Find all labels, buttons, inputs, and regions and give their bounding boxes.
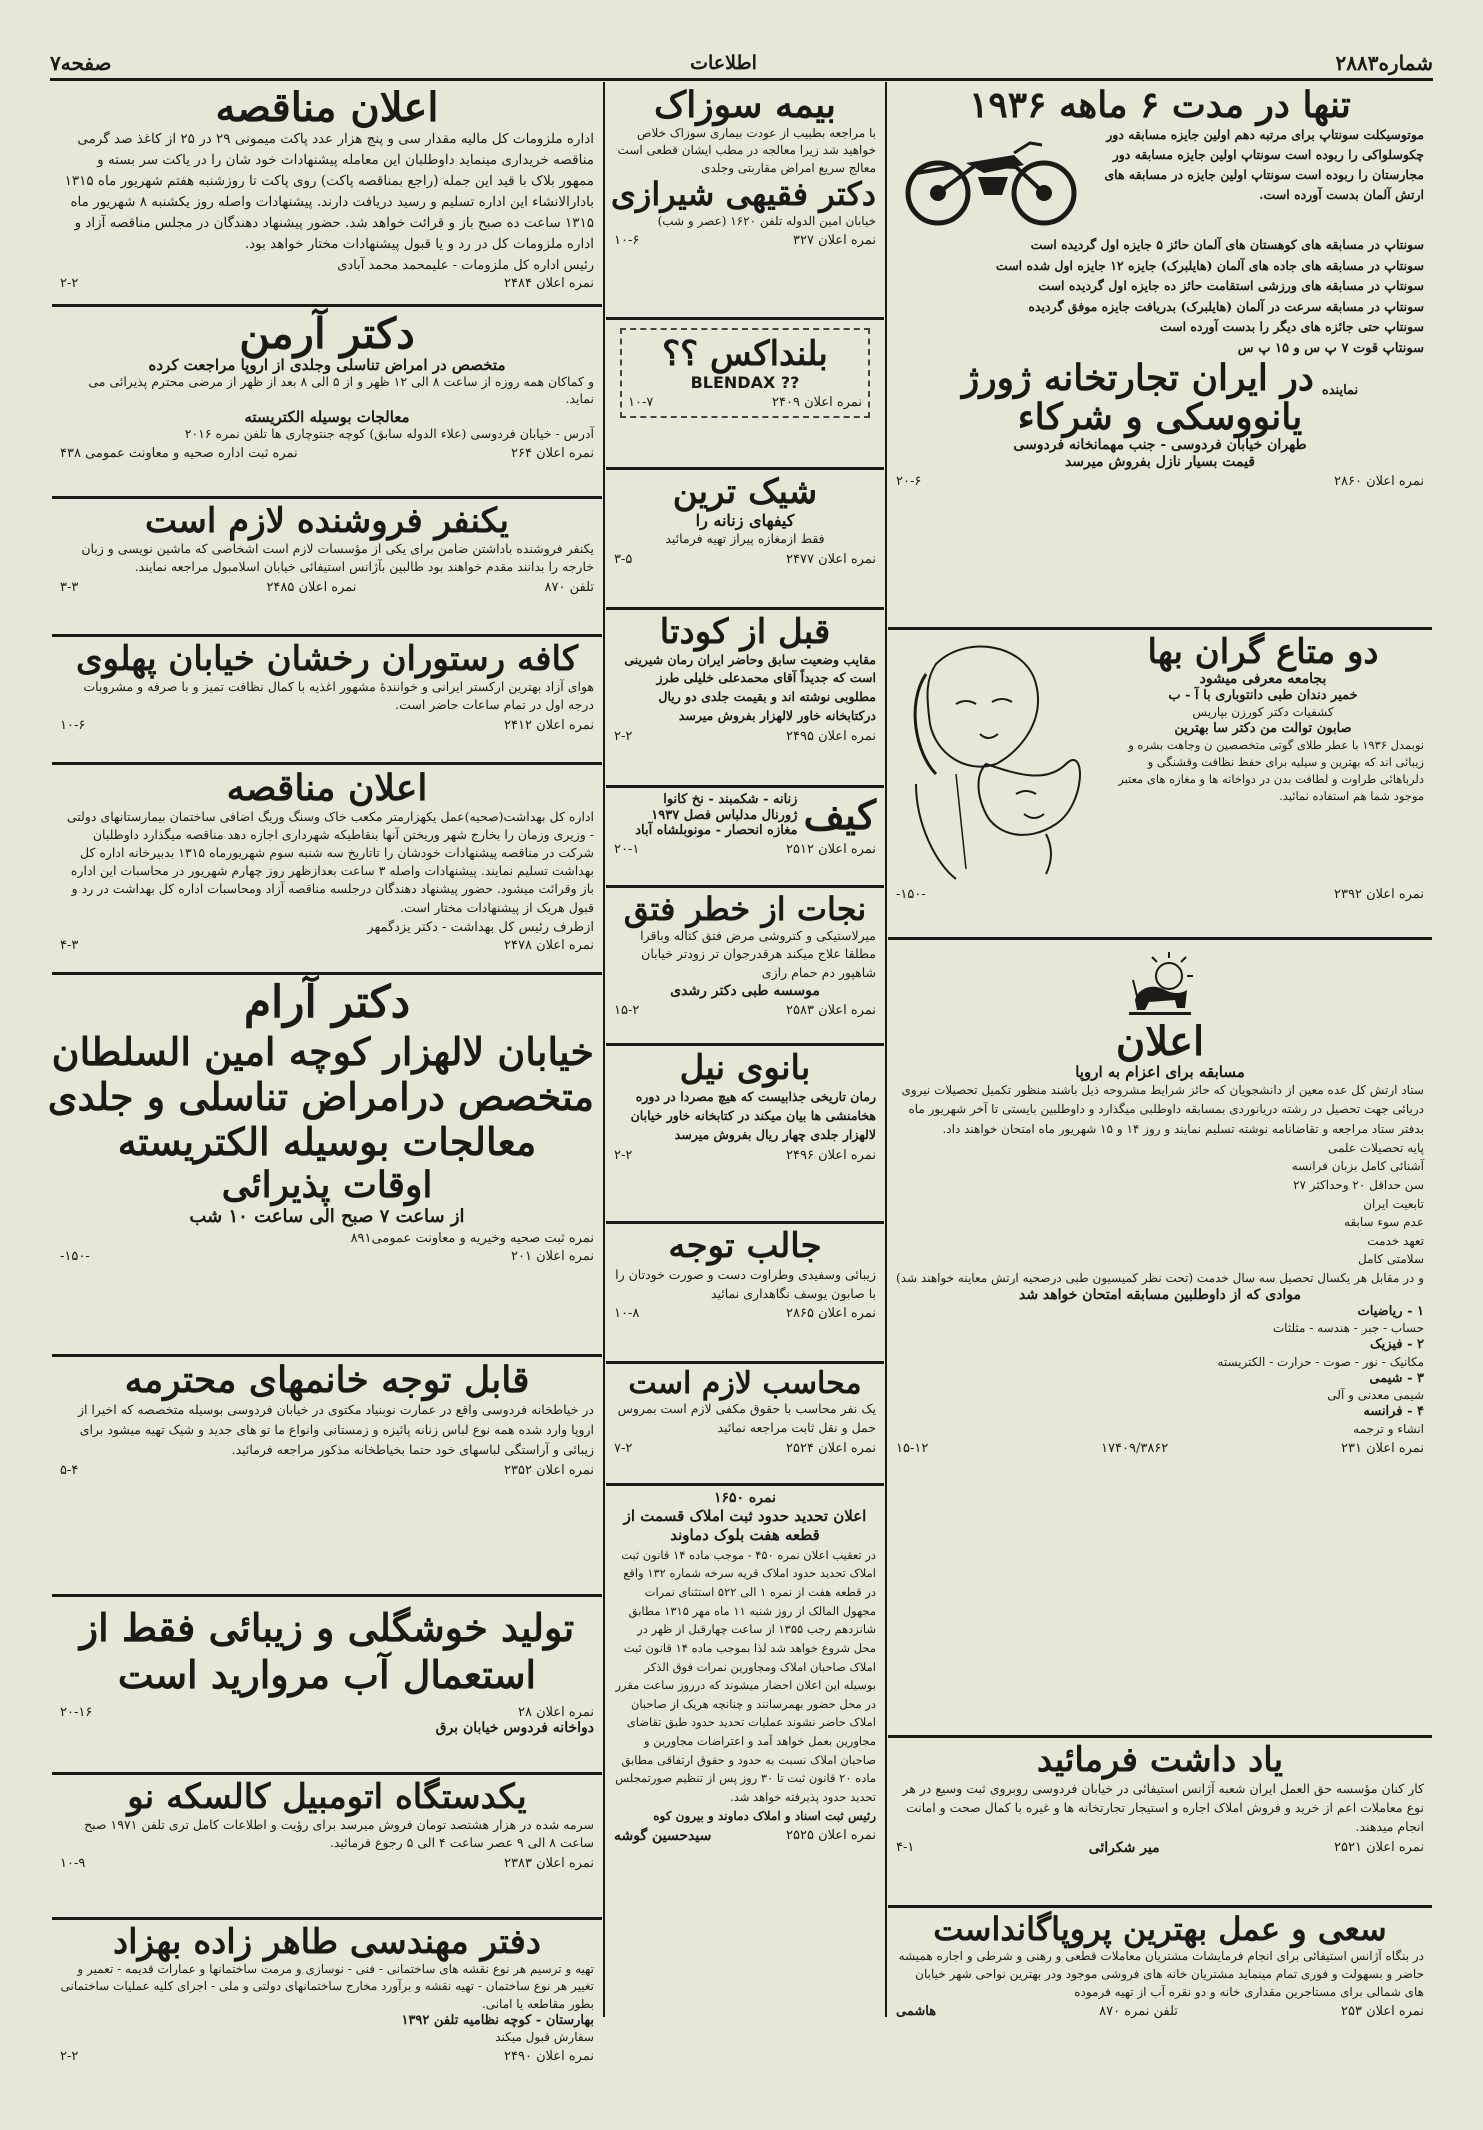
ad-result: سونتاپ در مسابقه های کوهستان های آلمان حائز ۵ جایزه اول گردیده است	[1030, 236, 1424, 252]
lady-of-nile-novel-ad	[606, 1046, 884, 1224]
lion-and-sun-emblem	[896, 950, 1424, 1020]
ad-code: ۲۰-۶	[896, 473, 922, 489]
ad-title: اعلان مناقصه	[215, 84, 439, 131]
ad-title: نجات از خطر فتق	[623, 890, 867, 928]
column-divider	[885, 82, 887, 2017]
requirement: تعهد خدمت	[1367, 1233, 1424, 1248]
ad-title: کیف	[803, 791, 876, 839]
ad-ref: نمره اعلان ۲۵۱۲	[786, 841, 876, 857]
right-column	[888, 82, 1432, 2017]
ad-result: سونتاپ در مسابقه های جاده های آلمان (هایلبرک) جایزه ۱۲ جایزه اول شده است	[995, 257, 1424, 273]
ad-line: استعمال آب مروارید است	[117, 1652, 537, 1698]
ad-body: تهیه و ترسیم هر نوع نقشه های ساختمانی - فنی - نوسازی و مرمت ساختمانها و عمارات قدیمه - تعمیر و تغییر هر نوع ساختمان - تهیه نقشه و برآورد مخارج ساختمانهای دولتی و ملی - اجرای کلیه عملیات ساختمانی بطور مقاطعه یا امانی.	[60, 1961, 594, 2011]
ad-note: و در مقابل هر یکسال تحصیل سه سال خدمت (تحت نظر کمیسیون طبی درصحیه ارتش معاینه خواهند شد)	[896, 1270, 1424, 1285]
cafe-restaurant-ad	[52, 637, 602, 765]
notice-number: نمره ۱۶۵۰	[713, 1490, 776, 1506]
ad-title: بلنداکس ؟؟	[662, 334, 828, 374]
ad-sign-name: سیدحسین گوشه	[614, 1827, 712, 1844]
ad-body: ستاد ارتش کل عده معین از دانشجویان که حائز شرایط مشروحه ذیل باشند منظور تکمیل تحصیلات نیروی دریائی جهت تحصیل در رشته دریانوردی بمسابقه داوطلبی میگذارد و داوطلبین بایستی تا آخر شهریور ماه بدفتر ستاد مراجعه و تقاضانامه نوشته تسلیم نمایند و روز ۱۴ و ۱۵ شهریور ماه امتحان خواهند داد.	[901, 1083, 1424, 1136]
engineering-office-ad	[52, 1920, 602, 2130]
tender-notice-health	[52, 765, 602, 975]
ad-ref: نمره اعلان ۲۵۸۳	[786, 1002, 876, 1018]
ad-title: اعلان	[1115, 1018, 1205, 1065]
page-header	[50, 48, 1433, 81]
ad-subtitle: متخصص در امراض تناسلی وجلدی از اروپا مراجعت کرده	[148, 356, 506, 375]
ad-sign: هاشمی	[896, 2003, 937, 2019]
ad-address: آدرس - خیابان فردوسی (علاء الدوله سابق) کوچه جنتوچاری ها تلفن نمره ۲۰۱۶	[184, 426, 594, 442]
subject: ۲ - فیزیک	[1370, 1337, 1424, 1353]
ad-phone: تلفن ۸۷۰	[544, 580, 594, 596]
ad-title: جالب توجه	[668, 1226, 822, 1266]
ad-doctor-name: دکتر فقیهی شیرازی	[610, 175, 876, 214]
ad-code: ۲-۲	[60, 2049, 79, 2065]
ad-intro-row	[896, 125, 1424, 235]
page-number: صفحه۷	[50, 51, 112, 75]
ad-footer: دواخانه فردوس خیابان برق	[435, 1720, 594, 1737]
ad-intro: موتوسیکلت سونتاپ برای مرتبه دهم اولین جایزه مسابقه دور چکوسلواکی را ربوده است سونتاپ اولین جایزه مسابقه دور مجارستان را ربوده است سونتاپ اولین جایزه در مسابقه های ارتش آلمان بدست آورده است.	[1104, 126, 1424, 202]
subject-detail: شیمی معدنی و آلی	[1327, 1388, 1424, 1403]
ad-code: ۲۰-۱	[614, 841, 640, 857]
ad-code: ۱۰-۹	[60, 1856, 86, 1872]
ad-result: سونتاپ قوت ۷ پ س و ۱۵ پ س	[1237, 341, 1424, 356]
subjects-heading: موادی که از داوطلبین مسابقه امتحان خواهد شد	[1018, 1286, 1302, 1303]
ad-phone: تلفن نمره ۸۷۰	[1099, 2003, 1178, 2019]
ad-address: طهران خیابان فردوسی - جنب مهمانخانه فردوسی	[1013, 437, 1307, 454]
ad-title: یاد داشت فرمائید	[1036, 1740, 1284, 1780]
subject: ۳ - شیمی	[1369, 1370, 1424, 1386]
naval-study-competition-notice	[888, 940, 1432, 1738]
ad-rep-label: نماینده	[1321, 382, 1359, 398]
ad-subtitle: بجامعه معرفی میشود	[1199, 670, 1327, 687]
ad-title: سعی و عمل بهترین پروپاگانداست	[933, 1910, 1387, 1948]
ad-body: در خیاطخانه فردوسی واقع در عمارت نوبنیاد مکتوی در خیابان فردوسی بوسیله متخصصه که اخیرا از اروپا وارد شده همه نوع لباس زنانه پائیزه و زمستانی وانواع ما تو های جدید و شیک تهیه میشود برای زیبائی و آراستگی لباسهای خود حتما بخیاطخانه مذکور مراجعه فرمائید.	[77, 1401, 594, 1457]
ad-line: معالجات بوسیله الکتریسته	[117, 1118, 537, 1164]
ad-body: در بنگاه آژانس استیفائی برای انجام فرمایشات مشتریان معاملات قطعی و رهنی و شرطی و اجاره همیشه حاضر و بسهولت و فوری تمام مینماید مشتریان خانه های فروشی موجود ودر بهترین نواحی شهر خیابان های شمالی برای مستاجرین مقداری خانه و دو نقره آب از تهیه فرموده	[898, 1948, 1424, 1999]
requirement: پایه تحصیلات علمی	[1327, 1140, 1424, 1155]
ad-ref: نمره اعلان ۲۴۹۶	[786, 1147, 876, 1163]
ad-line: ژورنال مدلباس فصل ۱۹۳۷	[651, 807, 798, 823]
ad-title: شیک ترین	[672, 472, 818, 512]
ad-body: رمان تاریخی جذابیست که هیچ مصردا در دوره هخامنشی ها بیان میکند در کتابخانه خاور خیابان لالهزار جلدی چهار ریال بفروش میرسد	[630, 1088, 876, 1143]
ad-line: مغازه انحصار - مونوبلشاه آباد	[635, 823, 798, 839]
ad-ref: نمره اعلان ۲۴۹۰	[504, 2049, 594, 2065]
two-women-illustration	[896, 634, 1096, 884]
ad-code: ۲-۲	[614, 1147, 633, 1163]
ad-result: سونتاپ حتی جائزه های دیگر را بدست آورده است	[1159, 319, 1424, 335]
doctor-armen-ad	[52, 307, 602, 499]
ad-ref: نمره اعلان ۲۴۸۵	[266, 580, 357, 596]
ad-ref: نمره اعلان ۲۸۶۰	[1334, 473, 1424, 489]
ad-title: دکتر آرام	[243, 977, 411, 1028]
ad-code: -۱۵۰-	[896, 887, 926, 902]
ad-reg: نمره ثبت صحیه وخیریه و معاونت عمومی۸۹۱	[350, 1231, 594, 1247]
ad-title: یکدستگاه اتومبیل کالسکه نو	[127, 1777, 527, 1817]
requirement: تابعیت ایران	[1363, 1196, 1424, 1211]
ad-body: در تعقیب اعلان نمره ۴۵۰ - موجب ماده ۱۴ قانون ثبت املاک تحدید حدود املاک قریه سرخه شماره ۱۳۲ واقع در قطعه هفت از نمره ۱ الی ۵۲۲ استثنای نمرات مجهول المالک از روز شنبه ۱۱ ماه مهر ۱۳۱۵ مطابق شانزدهم رجب ۱۳۵۵ از ساعت چهارقبل از ظهر در محل شروع خواهد شد لذا بموجب ماده ۱۴ قانون ثبت املاک صاحبان املاک ومجاورین نمرات فوق الذکر بوسیله این اعلان احضار میشوند که درروز ساعت مقرر در محل حضور بهمرسانند و چنانچه هریک از صاحبان املاک حاضر نشوند عملیات تحدید حدود طبق تقاضای مجاورین بعمل خواهد آمد و اعتراضات مجاورین و صاحبان املاک نسبت به حدود و حقوق ارتفاقی مطابق ماده ۲۰ قانون ثبت تا ۳۰ روز پس از تنظیم صورتمجلس تحدید حدود پذیرفته خواهد شد.	[615, 1547, 876, 1804]
bag-shop-ad	[606, 788, 884, 888]
ad-result: سونتاپ در مسابقه های ورزشی استقامت حائز ده جایزه اول گردیده است	[1038, 278, 1424, 294]
gonorrhea-doctor-ad	[606, 82, 884, 320]
ad-ref: نمره اعلان ۲۵۲۴	[786, 1440, 876, 1456]
ad-code: ۲-۲	[60, 275, 79, 291]
ad-address: خیابان امین الدوله تلفن ۱۶۲۰ (عصر و شب)	[657, 213, 876, 228]
accountant-wanted-ad	[606, 1364, 884, 1486]
ad-title: دو متاع گران بها	[1147, 632, 1379, 672]
ad-code: ۱۰-۶	[60, 718, 86, 734]
ad-ref: نمره اعلان ۲۶۴	[510, 445, 594, 461]
ad-code: ۴-۳	[60, 937, 79, 953]
ad-code: ۳-۵	[614, 551, 633, 567]
left-column	[47, 82, 602, 2065]
ad-row	[896, 634, 1424, 884]
ad-body: یک نفر محاسب با حقوق مکفی لازم است بمروس حمل و نقل ثابت مراجعه نمائید	[617, 1401, 876, 1436]
ad-ref: نمره اعلان ۲۴۸۴	[504, 275, 594, 291]
ad-reg: ۱۷۴۰۹/۳۸۶۲	[1101, 1441, 1169, 1457]
ad-row	[614, 792, 876, 839]
ad-line: کشفیات دکتر کورزن بپاریس	[1192, 705, 1334, 720]
ad-ref: نمره اعلان ۲۴۷۸	[504, 937, 594, 953]
ad-note: سفارش قبول میکند	[495, 2030, 594, 2045]
ad-sign: میر شکرائی	[1088, 1839, 1160, 1856]
ad-title: اعلان مناقصه	[226, 767, 428, 809]
ad-sign: ازطرف رئیس کل بهداشت - دکتر یزدگمهر	[367, 919, 594, 935]
ad-hours: از ساعت ۷ صبح الی ساعت ۱۰ شب	[189, 1206, 465, 1228]
ad-code: ۱۵-۱۲	[896, 1441, 929, 1457]
ad-title: محاسب لازم است	[628, 1366, 862, 1401]
requirement: آشنائی کامل بزبان فرانسه	[1291, 1159, 1424, 1174]
tailor-shop-ad	[52, 1357, 602, 1597]
ad-ref: نمره اعلان ۲۴۰۹	[772, 394, 862, 410]
sonntap-motorcycle-ad	[888, 82, 1432, 630]
car-sale-ad	[52, 1775, 602, 1920]
blendax-box	[620, 328, 870, 418]
ad-line: خمیر دندان طبی دانتوباری با آ - ب	[1168, 687, 1358, 703]
middle-column	[606, 82, 884, 2017]
ad-ref: نمره اعلان ۲۴۷۷	[786, 551, 876, 567]
yousef-soap-ad	[606, 1224, 884, 1364]
ad-title: کافه رستوران رخشان خیابان پهلوی	[75, 639, 579, 679]
ad-body: اداره کل بهداشت(صحیه)عمل یکهزارمتر مکعب خاک وسنگ وریگ اضافی ساختمان بیمارستانهای دولتی - وزیری وزمان را بخارج شهر وریختن آنها بنقاطیکه شهرداری اجازه دهد مناقصه میگذارد داوطلبان شرکت در مناقصه پیشنهادات خودشان را تاتاریخ سه شنبه سوم شهریورماه ۱۳۱۵ بدبیرخانه اداره کل بهداشت تسلیم نمایند. پیشنهادات واصله ۳ ساعت بعدازظهر روز چهارم شهریور در محاسبات این اداره باز وقرائت میشود. حضور پیشنهاد دهندگان درجلسه مناقصه آزاد ومحاسبات اداره کل بهداشت در رد و قبول هریک از پیشنهادات مختار است.	[66, 808, 594, 915]
ad-body: مقایب وضعیت سابق وحاضر ایران رمان شیرینی است که جدیداً آقای محمدعلی خلیلی طرز مطلوبی نوشته اند و بقیمت جلدی دو ریال درکتابخانه خاور لالهزار بفروش میرسد	[624, 651, 876, 723]
subject: ۴ - فرانسه	[1363, 1404, 1424, 1420]
ad-body: کار کنان مؤسسه حق العمل ایران شعبه آژانس استیفائی در خیابان فردوسی روبروی ثبت وسیع در هر نوع معاملات اعم از خرید و فروش املاک اجاره و استیجار تجارتخانه ها و غیره با کمال صحت و امانت انجام میدهند.	[902, 1780, 1424, 1835]
ad-title: بانوی نیل	[679, 1048, 811, 1088]
ad-big-line: در ایران تجارتخانه ژورژ	[961, 357, 1314, 400]
ad-line: زنانه - شکمبند - نخ کانوا	[663, 792, 798, 807]
doctor-aram-ad	[47, 975, 602, 1357]
requirement: سلامتی کامل	[1358, 1252, 1424, 1267]
ad-body: و کماکان همه روزه از ساعت ۸ الی ۱۲ ظهر و از ۵ الی ۸ بعد از ظهر از مرضی محترم پذیرائی می نماید.	[88, 374, 594, 407]
ad-body: یکنفر فروشنده باداشتن ضامن برای یکی از مؤسسات لازم است اشخاصی که ماشین نویسی و زبان خارجه را بدانند مقدم خواهند بود طالبین بآژانس استیفائی خیابان اسلامبول مراجعه نمایند.	[81, 540, 594, 575]
ad-body: اداره ملزومات کل مالیه مقدار سی و پنج هزار عدد پاکت میمونی ۲۹ در ۲۵ از کاغذ صد گرمی مناقصه خریداری مینماید داوطلبان این معامله پیشنهادات خود شان را در یاکت سر بسته و ممهور بلاک با قید این جمله (راجع بمناقصه پاکت) روی پاکت تا روزشنبه هفتم شهریور ماه ۱۳۱۵ بادارالانشاء این اداره تسلیم و رسید دریافت دارند. پیشنهادات واصله روز یکشنبه ۸ شهریور ماه ۱۳۱۵ ساعت ده صبح باز و قرائت خواهد شد. حضور پیشنهاد دهندگان در مجلس مناقصه آزاد و اداره ملزومات کل در رد و یا قبول پیشنهادات مختار خواهد بود.	[64, 131, 594, 252]
ad-latin-title: BLENDAX ??	[690, 372, 800, 392]
ad-ref: نمره اعلان ۲۳۱	[1340, 1441, 1424, 1457]
requirement: عدم سوء سابقه	[1344, 1215, 1424, 1230]
pearl-water-ad	[52, 1597, 602, 1775]
ad-title: بیمه سوزاک	[654, 84, 836, 126]
ad-line: تولید خوشگلی و زیبائی فقط از	[79, 1605, 575, 1650]
ad-line: متخصص درامراض تناسلی و جلدی	[47, 1073, 594, 1119]
ad-big-line: یانووسکی و شرکاء	[1017, 396, 1303, 439]
ad-code: ۷-۲	[614, 1440, 633, 1456]
column-divider	[603, 82, 605, 2017]
ad-body: نوبمدل ۱۹۳۶ با عطر طلای گوتی متخصصین ن وجاهت بشره و زیبائی اند که بهترین و سیلیه برای حفظ نظافت وقشنگی و دلرباهائی طراوت و لطافت بدن در دواخانه ها و مغازه های معتبر موجود شما هم استفاده نمائید.	[1118, 737, 1424, 804]
ad-title: قبل از کودتا	[659, 612, 831, 652]
ad-code: ۲-۲	[614, 728, 633, 744]
ad-subtitle: کیفهای زنانه را	[695, 510, 795, 530]
subject-detail: مکانیک - نور - صوت - حرارت - الکتریسته	[1217, 1354, 1424, 1369]
ad-ref: نمره اعلان ۲۳۵۲	[504, 1462, 594, 1478]
toothpaste-soap-ad	[888, 630, 1432, 940]
ad-reg: نمره ثبت اداره صحیه و معاونت عمومی ۴۳۸	[60, 445, 298, 461]
ad-ref: نمره اعلان ۲۵۲۱	[1334, 1839, 1424, 1855]
ad-ref: نمره اعلان ۲۵۲۵	[786, 1827, 876, 1843]
ad-ref: نمره اعلان ۲۴۱۲	[504, 718, 594, 734]
ad-body: میرلاستیکی و کتروشی مرض فتق کتاله وباقرا مطلقا علاج میکند هرقدرجوان تر زودتر خیابان شاهپور دم حمام رازی	[640, 927, 876, 981]
newspaper-name: اطلاعات	[690, 52, 757, 74]
ad-body: فقط ازمغازه پیراز تهیه فرمائید	[665, 530, 825, 546]
ad-code: ۲۰-۱۶	[60, 1705, 93, 1721]
subject-detail: حساب - جبر - هندسه - مثلثات	[1272, 1321, 1424, 1336]
ad-ref: نمره اعلان ۲۵۳	[1340, 2003, 1424, 2019]
subject: ۱ - ریاضیات	[1357, 1303, 1424, 1319]
hernia-treatment-ad	[606, 888, 884, 1046]
ad-code: ۵-۴	[60, 1462, 79, 1478]
ad-title: تنها در مدت ۶ ماهه ۱۹۳۶	[969, 84, 1351, 126]
subject-detail: انشاء و ترجمه	[1353, 1422, 1424, 1437]
ad-code: ۴-۱	[896, 1839, 915, 1855]
tender-notice-supplies	[52, 82, 602, 307]
ad-title: یکنفر فروشنده لازم است	[145, 501, 509, 541]
ad-code: ۱۰-۷	[628, 394, 654, 410]
handbags-ad	[606, 470, 884, 610]
ad-ref: نمره اعلان ۲۸۶۵	[786, 1306, 876, 1322]
ad-body: زیبائی وسفیدی وطراوت دست و صورت خودتان را با صابون یوسف نگاهداری نمائید	[615, 1266, 876, 1302]
ad-address: بهارستان - کوچه نظامیه تلفن ۱۳۹۲	[401, 2012, 594, 2028]
ad-ref: نمره اعلان ۲۴۹۵	[786, 728, 876, 744]
ad-body: با مراجعه بطبیب از عودت بیماری سوزاک خلاص خواهید شد زیرا معالجه در مطب ایشان قطعی است معالج سریع امراض مقاربتی وجلدی	[617, 125, 876, 175]
ad-code: ۳-۳	[60, 580, 79, 596]
ad-ref: نمره اعلان ۳۲۷	[792, 232, 876, 248]
ad-title: اعلان تحدید حدود ثبت املاک قسمت از قطعه هفت بلوک دماوند	[623, 1506, 867, 1545]
ad-line: خیابان لالهزار کوچه امین السلطان	[51, 1028, 594, 1074]
ad-sign: رئیس اداره کل ملزومات - علیمحمد محمد آبادی	[337, 257, 594, 273]
ad-result: سونتاپ در مسابقه سرعت در آلمان (هایلبرک) بدریافت جایزه موفق گردیده	[1028, 298, 1424, 314]
ad-body: هوای آزاد بهترین ارکستر ایرانی و خوانندهٔ مشهور اغذیه با کمال نظافت تمیز و با صرفه و مشروبات درجه اول در تمام ساعات حاضر است.	[83, 678, 594, 713]
ad-rep-row	[896, 359, 1424, 398]
ad-sign: موسسه طبی دکتر رشدی	[670, 982, 820, 999]
ad-subtitle: معالجات بوسیله الکتریسته	[244, 408, 410, 427]
ad-code: -۱۵۰-	[60, 1249, 90, 1265]
ad-ref: نمره اعلان ۲۸	[517, 1705, 594, 1721]
land-registry-notice	[606, 1486, 884, 2026]
agency-propaganda-ad	[888, 1908, 1432, 2088]
ad-line: صابون توالت من دکتر سا بهترین	[1174, 721, 1352, 737]
ad-code: ۱۰-۶	[614, 232, 640, 248]
before-coup-novel-ad	[606, 610, 884, 788]
requirement: سن حداقل ۲۰ وحداکثر ۲۷	[1293, 1177, 1424, 1192]
salesman-wanted-ad	[52, 499, 602, 637]
ad-ref: نمره اعلان ۲۳۸۳	[504, 1856, 594, 1872]
ad-ref: نمره اعلان ۲۳۹۲	[1334, 887, 1424, 902]
ad-ref: نمره اعلان ۲۰۱	[510, 1249, 594, 1265]
ad-title: دفتر مهندسی طاهر زاده بهزاد	[113, 1922, 541, 1962]
ad-code: ۱۰-۸	[614, 1306, 640, 1322]
ad-subtitle: مسابقه برای اعزام به اروپا	[1075, 1063, 1245, 1082]
ad-sign: رئیس ثبت اسناد و املاک دماوند و بیرون کوه	[653, 1808, 876, 1823]
ad-title: قابل توجه خانمهای محترمه	[124, 1359, 530, 1401]
motorcycle-image	[896, 125, 1086, 235]
blendax-ad	[606, 320, 884, 470]
ad-price: قیمت بسیار نازل بفروش میرسد	[1064, 453, 1256, 470]
note-this-ad	[888, 1738, 1432, 1908]
ad-code: ۱۵-۲	[614, 1002, 640, 1018]
ad-body: سرمه شده در هزار هشتصد تومان فروش میرسد برای رؤیت و اطلاعات کامل تری تلفن ۱۹۷۱ صبح ساعت ۸ الی ۹ عصر ساعت ۴ الی ۵ رجوع فرمائید.	[84, 1816, 594, 1851]
issue-number: شماره۲۸۸۳	[1335, 51, 1433, 75]
ad-title: دکتر آرمن	[239, 309, 415, 358]
ad-line: اوقات پذیرائی	[221, 1163, 433, 1206]
